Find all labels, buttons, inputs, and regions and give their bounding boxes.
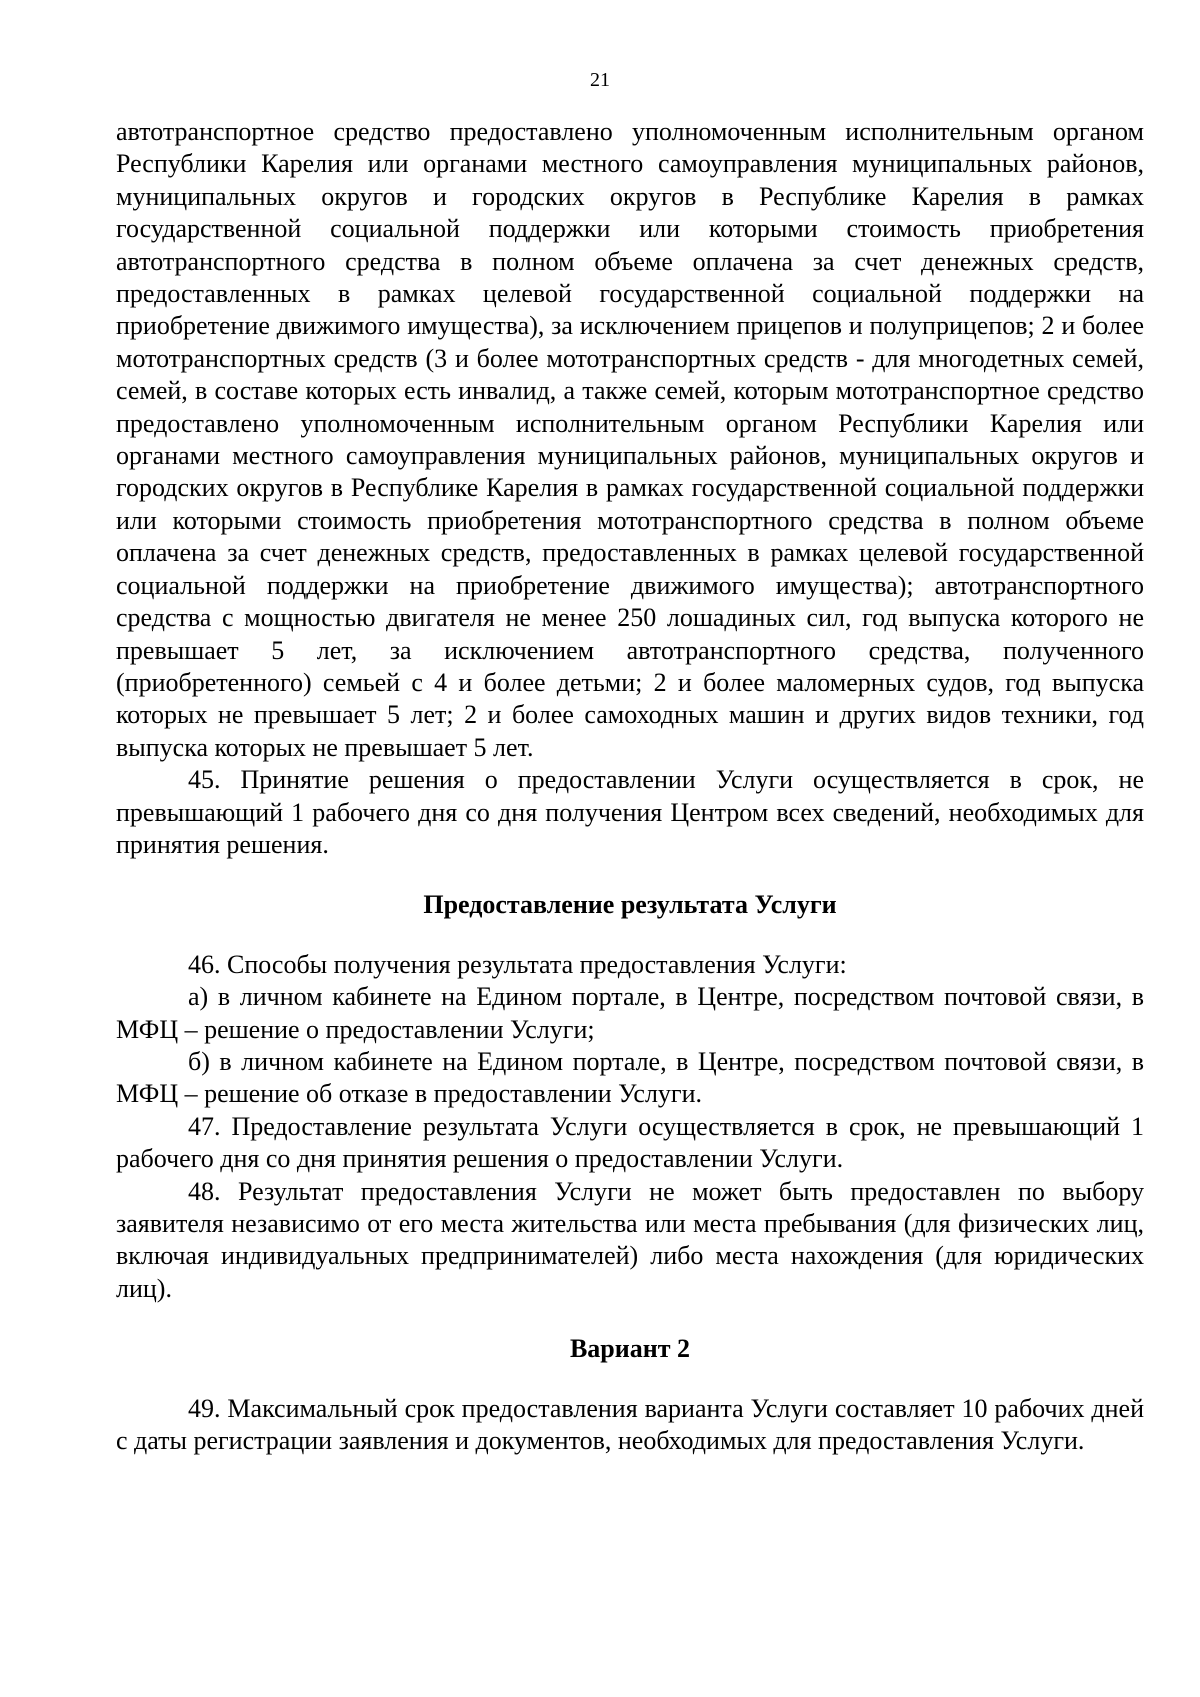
section-heading-variant-2: Вариант 2 bbox=[569, 1334, 691, 1364]
paragraph-46-a: а) в личном кабинете на Едином портале, в Центре, посредством почтовой связи, в МФЦ – решение о предоставлении Услуги; bbox=[116, 982, 1144, 1044]
paragraph-48: 48. Результат предоставления Услуги не может быть предоставлен по выбору заявителя независимо от его места жительства или места пребывания (для физических лиц, включая индивидуальных предпринимателей) либо места нахождения (для юридических лиц). bbox=[116, 1176, 1144, 1303]
paragraph-46: 46. Способы получения результата предоставления Услуги: bbox=[188, 949, 847, 979]
paragraph-45: 45. Принятие решения о предоставлении Услуги осуществляется в срок, не превышающий 1 рабочего дня со дня получения Центром всех сведений, необходимых для принятия решения. bbox=[116, 765, 1144, 859]
paragraph-continuation: автотранспортное средство предоставлено уполномоченным исполнительным органом Республики Карелия или органами местного самоуправления муниципальных районов, муниципальных округов и городских округов в Республике Карелия в рамках государственной социальной поддержки или которыми стоимость приобретения автотранспортного средства в полном объеме оплачена за счет денежных средств, предоставленных в рамках целевой государственной социальной поддержки на приобретение движимого имущества), за исключением прицепов и полуприцепов; 2 и более мототранспортных средств (3 и более мототранспортных средств - для многодетных семей, семей, в составе которых есть инвалид, а также семей, которым мототранспортное средство предоставлено уполномоченным исполнительным органом Республики Карелия или органами местного самоуправления муниципальных районов, муниципальных округов и городских округов в Республике Карелия в рамках государственной социальной поддержки или которыми стоимость приобретения мототранспортного средства в полном объеме оплачена за счет денежных средств, предоставленных в рамках целевой государственной социальной поддержки на приобретение движимого имущества); автотранспортного средства с мощностью двигателя не менее 250 лошадиных сил, год выпуска которого не превышает 5 лет, за исключением автотранспортного средства, полученного (приобретенного) семьей с 4 и более детьми; 2 и более маломерных судов, год выпуска которых не превышает 5 лет; 2 и более самоходных машин и других видов техники, год выпуска которых не превышает 5 лет. bbox=[116, 117, 1144, 762]
page-number: 21 bbox=[590, 69, 610, 91]
section-heading-result: Предоставление результата Услуги bbox=[423, 890, 837, 920]
paragraph-47: 47. Предоставление результата Услуги осуществляется в срок, не превышающий 1 рабочего дня со дня принятия решения о предоставлении Услуги. bbox=[116, 1111, 1144, 1174]
paragraph-46-b: б) в личном кабинете на Едином портале, в Центре, посредством почтовой связи, в МФЦ – решение об отказе в предоставлении Услуги. bbox=[116, 1046, 1144, 1109]
document-body bbox=[116, 116, 1144, 1457]
paragraph-49: 49. Максимальный срок предоставления варианта Услуги составляет 10 рабочих дней с даты регистрации заявления и документов, необходимых для предоставления Услуги. bbox=[116, 1393, 1144, 1456]
